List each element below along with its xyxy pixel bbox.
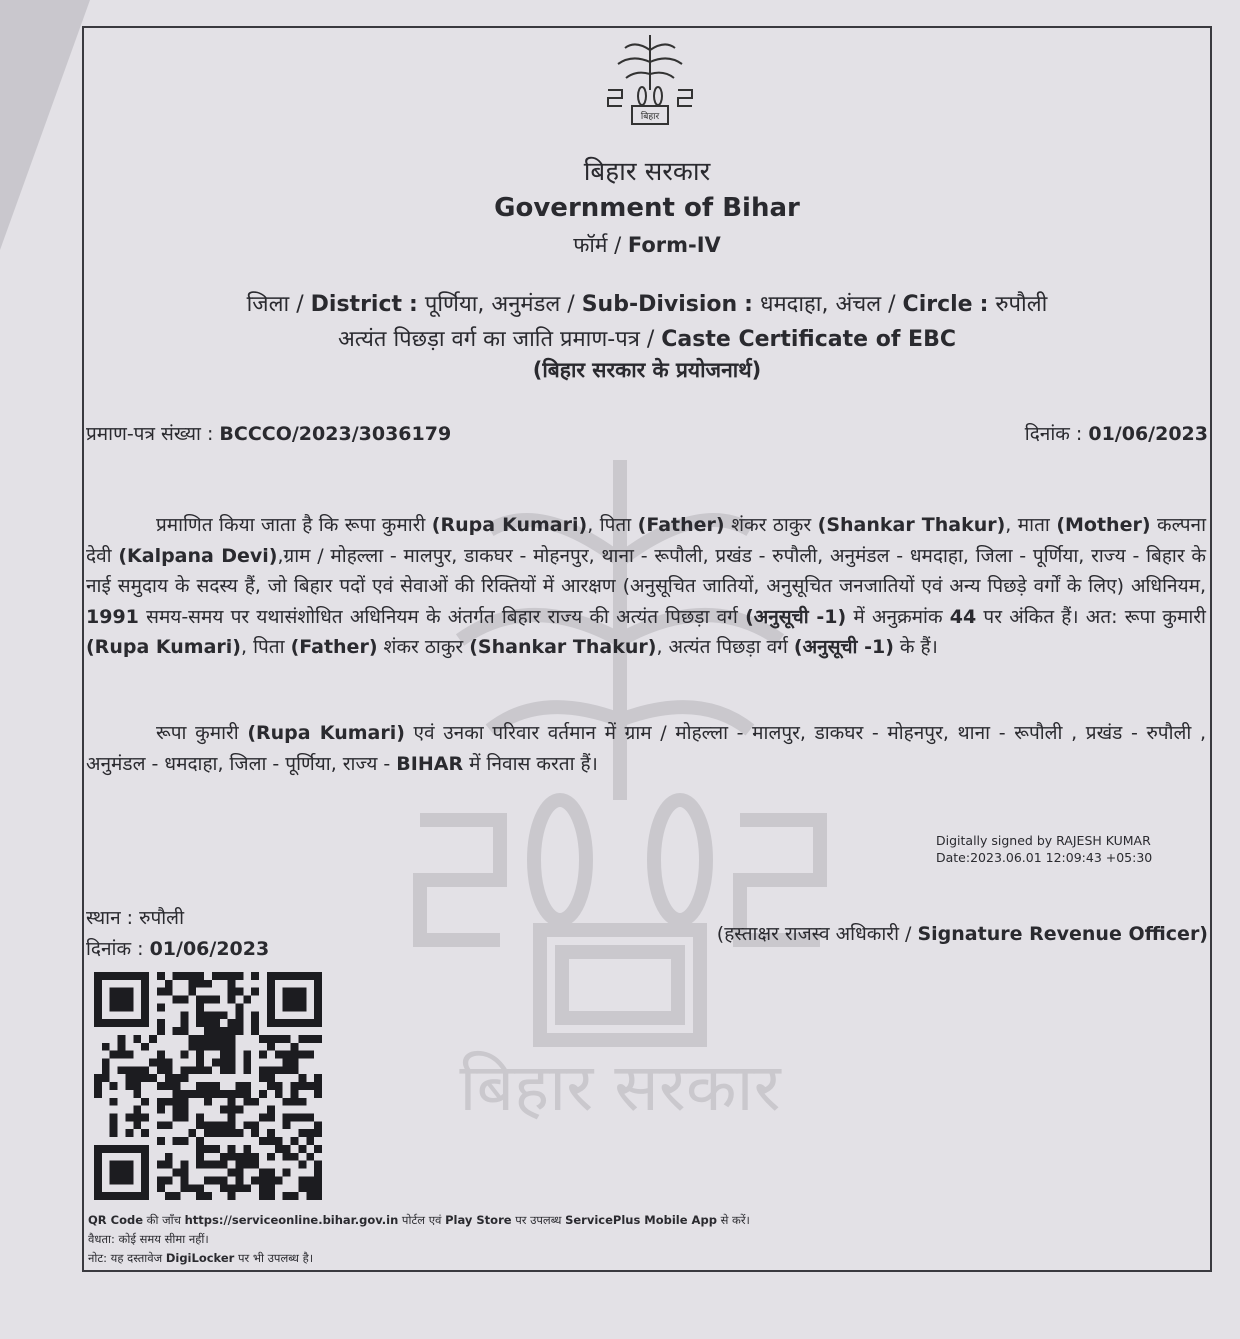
issue-date-line: दिनांक : 01/06/2023 [86, 938, 270, 960]
digital-signature-signer: Digitally signed by RAJESH KUMAR [936, 833, 1151, 848]
digital-signature-date: Date:2023.06.01 12:09:43 +05:30 [936, 850, 1153, 865]
certificate-number-label: प्रमाण-पत्र संख्या : [86, 423, 214, 445]
purpose-line: (बिहार सरकार के प्रयोजनार्थ) [532, 358, 762, 382]
header-title-english: Government of Bihar [494, 193, 800, 223]
certificate-title-en: Caste Certificate of EBC [661, 327, 956, 352]
certificate-number [86, 420, 451, 446]
certificate-date [1025, 420, 1208, 446]
district-line: जिला / District : पूर्णिया, अनुमंडल / Sub-Division : धमदाहा, अंचल / Circle : रुपौली [246, 292, 1048, 317]
certificate-title: अत्यंत पिछड़ा वर्ग का जाति प्रमाण-पत्र / Caste Certificate of EBC [337, 327, 956, 352]
watermark-text: बिहार सरकार [459, 1049, 781, 1126]
place-line: स्थान : रुपौली [86, 907, 184, 929]
certificate-date-label: दिनांक : [1024, 423, 1083, 445]
certificate-body-paragraph-1: प्रमाणित किया जाता है कि रूपा कुमारी (Rupa Kumari), पिता (Father) शंकर ठाकुर (Shankar Thakur), माता (Mother) कल्पना देवी (Kalpana Devi),ग्राम / मोहल्ला - मालपुर, डाकघर - मोहनपुर, थाना - रूपौली, प्रखंड - रुपौली, अनुमंडल - धमदाहा, जिला - पूर्णिया, राज्य - बिहार के नाई समुदाय के सदस्य हैं, जो बिहार पदों एवं सेवाओं की रिक्तियों में आरक्षण (अनुसूचित जातियों, अनुसूचित जनजातियों एवं अन्य पिछड़े वर्गों के लिए) अधिनियम, 1991 समय-समय पर यथासंशोधित अधिनियम के अंतर्गत बिहार राज्य की अत्यंत पिछड़ा वर्ग (अनुसूची -1) में अनुक्रमांक 44 पर अंकित हैं। अत: रूपा कुमारी (Rupa Kumari), पिता (Father) शंकर ठाकुर (Shankar Thakur), अत्यंत पिछड़ा वर्ग (अनुसूची -1) के हैं। [86, 514, 1207, 658]
subdivision-value: धमदाहा [759, 292, 822, 317]
signature-revenue-officer [717, 920, 1208, 946]
form-label: फॉर्म / Form-IV [573, 233, 721, 257]
validity-note: वैधता: कोई समय सीमा नहीं। [88, 1232, 209, 1246]
footer-notes [88, 1211, 750, 1268]
paper-fold [0, 0, 90, 250]
digital-signature [936, 832, 1152, 866]
certificate-date-value: 01/06/2023 [1088, 423, 1208, 445]
signature-english: Signature Revenue Officer) [917, 923, 1208, 945]
form-english: Form-IV [627, 233, 721, 257]
place-value: रुपौली [139, 907, 184, 929]
circle-label-en: Circle [902, 292, 973, 317]
service-portal-link[interactable]: https://serviceonline.bihar.gov.in [184, 1213, 399, 1227]
emblem-text: बिहार [640, 112, 660, 122]
district-label-hi: जिला [246, 292, 290, 317]
qr-verification-note: QR Code की जाँच https://serviceonline.bihar.gov.in पोर्टल एवं Play Store पर उपलब्ध ServicePlus Mobile App से करें। [88, 1213, 750, 1227]
digilocker-note: नोट: यह दस्तावेज DigiLocker पर भी उपलब्ध है। [88, 1251, 314, 1265]
certificate-title-hi: अत्यंत पिछड़ा वर्ग का जाति प्रमाण-पत्र [337, 327, 640, 352]
header-title-hindi: बिहार सरकार [583, 157, 711, 187]
certificate-number-value: BCCCO/2023/3036179 [219, 423, 452, 445]
place-date-block [86, 903, 269, 965]
subdivision-label-hi: अनुमंडल [491, 292, 561, 317]
certificate-body-paragraph-2: रूपा कुमारी (Rupa Kumari) एवं उनका परिवार वर्तमान में ग्राम / मोहल्ला - मालपुर, डाकघर - मोहनपुर, थाना - रूपौली , प्रखंड - रुपौली , अनुमंडल - धमदाहा, जिला - पूर्णिया, राज्य - BIHAR में निवास करता हैं। [86, 722, 1206, 775]
district-value: पूर्णिया [424, 292, 478, 317]
subdivision-label-en: Sub-Division [581, 292, 738, 317]
qr-code-icon[interactable] [94, 972, 322, 1200]
signature-hindi: (हस्ताक्षर राजस्व अधिकारी / [716, 923, 912, 945]
circle-value: रुपौली [995, 292, 1048, 317]
emblem-icon [600, 30, 700, 130]
form-hindi: फॉर्म [573, 233, 608, 257]
circle-label-hi: अंचल [835, 292, 882, 317]
district-label-en: District [310, 292, 403, 317]
issue-date-value: 01/06/2023 [149, 938, 270, 960]
